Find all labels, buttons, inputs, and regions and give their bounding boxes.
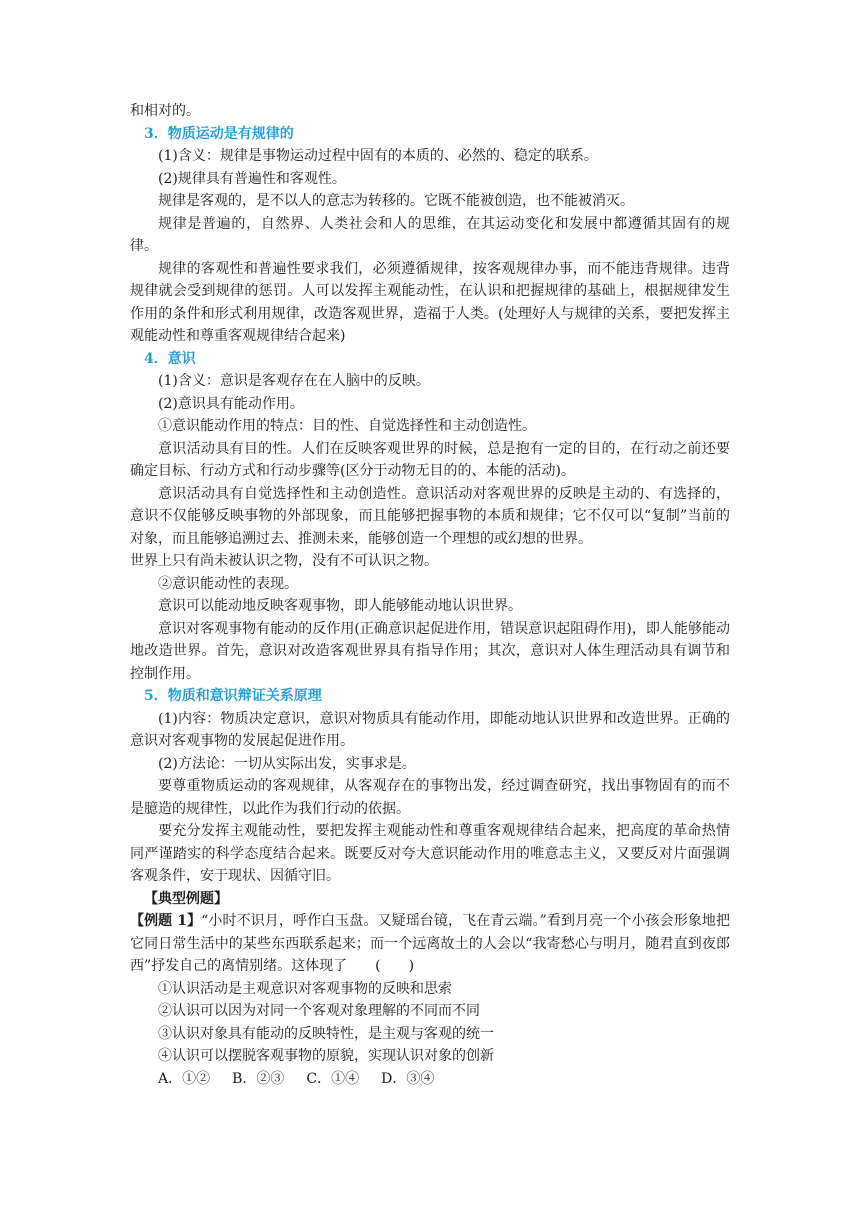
paragraph: (2)方法论：一切从实际出发，实事求是。 [158, 755, 416, 772]
document-page [130, 100, 730, 1090]
option-b: B．②③ [232, 1070, 285, 1087]
heading-5: 5．物质和意识辩证关系原理 [144, 688, 322, 704]
choice-4: ④认识可以摆脱客观事物的原貌，实现认识对象的创新 [158, 1048, 494, 1064]
paragraph: 要尊重物质运动的客观规律，从客观存在的事物出发，经过调查研究，找出事物固有的而不是臆造的规律性，以此作为我们行动的依据。 [130, 778, 730, 817]
paragraph: (2)规律具有普遍性和客观性。 [158, 170, 346, 187]
paragraph: ①意识能动作用的特点：目的性、自觉选择性和主动创造性。 [158, 418, 536, 434]
option-a: A．①② [158, 1070, 211, 1087]
choice-2: ②认识可以因为对同一个客观对象理解的不同而不同 [158, 1003, 480, 1019]
example-question [130, 910, 730, 978]
choice-1: ①认识活动是主观意识对客观事物的反映和思索 [158, 980, 452, 997]
paragraph: ②意识能动性的表现。 [158, 575, 298, 592]
example-text: “小时不识月，呼作白玉盘。又疑瑶台镜，飞在青云端。”看到月亮一个小孩会形象地把它同日常生活中的某些东西联系起来；而一个远离故土的人会以“我寄愁心与明月，随君直到夜郎西”抒发自己的离情别绪。这体现了 ( ) [130, 913, 730, 974]
paragraph: (1)含义：意识是客观存在在人脑中的反映。 [158, 373, 430, 389]
section-title: 【典型例题】 [144, 890, 228, 907]
option-d: D．③④ [381, 1070, 435, 1087]
paragraph: 意识活动具有目的性。人们在反映客观世界的时候，总是抱有一定的目的，在行动之前还要确定目标、行动方式和行动步骤等(区分于动物无目的的、本能的活动)。 [130, 440, 730, 479]
heading-3: 3．物质运动是有规律的 [144, 125, 294, 142]
paragraph: (1)含义：规律是事物运动过程中固有的本质的、必然的、稳定的联系。 [158, 148, 598, 164]
heading-4: 4．意识 [144, 350, 196, 367]
paragraph: (2)意识具有能动作用。 [158, 395, 304, 412]
paragraph: 意识可以能动地反映客观事物，即人能够能动地认识世界。 [158, 598, 522, 614]
paragraph: (1)内容：物质决定意识，意识对物质具有能动作用，即能动地认识世界和改造世界。正确的意识对客观事物的发展起促进作用。 [130, 710, 730, 749]
paragraph: 规律的客观性和普遍性要求我们，必须遵循规律，按客观规律办事，而不能违背规律。违背规律就会受到规律的惩罚。人可以发挥主观能动性，在认识和把握规律的基础上，根据规律发生作用的条件和形式利用规律，改造客观世界，造福于人类。(处理好人与规律的关系，要把发挥主观能动性和尊重客观规律结合起来) [130, 260, 730, 344]
option-c: C．①④ [306, 1070, 360, 1087]
paragraph: 规律是普遍的，自然界、人类社会和人的思维，在其运动变化和发展中都遵循其固有的规律。 [130, 215, 730, 254]
paragraph: 意识活动具有自觉选择性和主动创造性。意识活动对客观世界的反映是主动的、有选择的，意识不仅能够反映事物的外部现象，而且能够把握事物的本质和规律；它不仅可以“复制”当前的对象，而且能够追溯过去、推测未来，能够创造一个理想的或幻想的世界。 [130, 485, 730, 547]
paragraph: 世界上只有尚未被认识之物，没有不可认识之物。 [130, 553, 438, 569]
paragraph-continuation: 和相对的。 [130, 103, 200, 119]
paragraph: 意识对客观事物有能动的反作用(正确意识起促进作用，错误意识起阻碍作用)，即人能够能动地改造世界。首先，意识对改造客观世界具有指导作用；其次，意识对人体生理活动具有调节和控制作用。 [130, 620, 730, 682]
paragraph: 要充分发挥主观能动性，要把发挥主观能动性和尊重客观规律结合起来，把高度的革命热情同严谨踏实的科学态度结合起来。既要反对夸大意识能动作用的唯意志主义，又要反对片面强调客观条件，安于现状、因循守旧。 [130, 823, 730, 884]
paragraph: 规律是客观的，是不以人的意志为转移的。它既不能被创造，也不能被消灭。 [158, 193, 634, 209]
answer-options [130, 1068, 730, 1091]
choice-3: ③认识对象具有能动的反映特性，是主观与客观的统一 [158, 1025, 494, 1042]
example-label: 【例题 1】 [130, 913, 202, 929]
